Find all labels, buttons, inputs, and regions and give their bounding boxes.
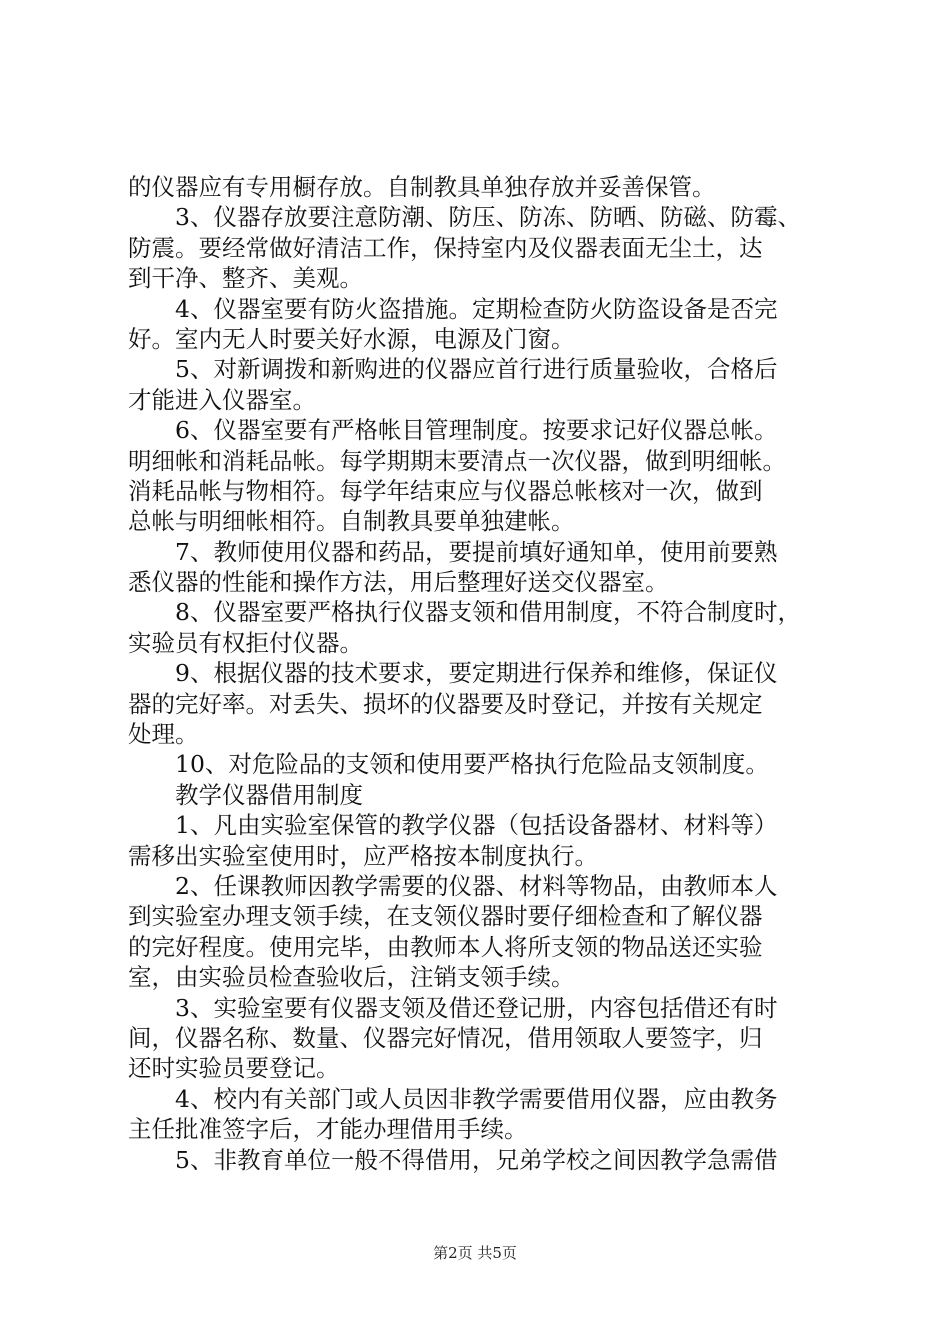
page-footer: 第2页 共5页 <box>433 1244 517 1262</box>
document-body <box>128 172 840 1175</box>
text-line: 好。室内无人时要关好水源，电源及门窗。 <box>128 324 575 353</box>
text-line: 5、非教育单位一般不得借用，兄弟学校之间因教学急需借 <box>175 1145 778 1174</box>
text-line: 总帐与明细帐相符。自制教具要单独建帐。 <box>128 507 575 536</box>
text-line: 防震。要经常做好清洁工作，保持室内及仪器表面无尘土，达 <box>128 233 763 262</box>
text-line: 才能进入仪器室。 <box>128 385 316 414</box>
text-line: 7、教师使用仪器和药品，要提前填好通知单，使用前要熟 <box>175 537 778 566</box>
text-line: 间，仪器名称、数量、仪器完好情况，借用领取人要签字，归 <box>128 1023 763 1052</box>
text-line: 教学仪器借用制度 <box>175 780 363 809</box>
text-line: 1、凡由实验室保管的教学仪器（包括设备器材、材料等） <box>175 811 778 840</box>
text-line: 的仪器应有专用橱存放。自制教具单独存放并妥善保管。 <box>128 173 716 201</box>
text-line: 2、任课教师因教学需要的仪器、材料等物品，由教师本人 <box>175 871 778 900</box>
text-line: 10、对危险品的支领和使用要严格执行危险品支领制度。 <box>175 750 769 779</box>
text-line: 3、实验室要有仪器支领及借还登记册，内容包括借还有时 <box>175 993 778 1022</box>
text-line: 4、校内有关部门或人员因非教学需要借用仪器，应由教务 <box>175 1084 778 1113</box>
text-line: 到实验室办理支领手续，在支领仪器时要仔细检查和了解仪器 <box>128 902 763 931</box>
text-line: 9、根据仪器的技术要求，要定期进行保养和维修，保证仪 <box>175 659 778 688</box>
text-line: 5、对新调拨和新购进的仪器应首行进行质量验收，合格后 <box>175 355 778 384</box>
text-line: 器的完好率。对丢失、损坏的仪器要及时登记，并按有关规定 <box>128 689 763 718</box>
text-line: 还时实验员要登记。 <box>128 1054 340 1083</box>
text-line: 明细帐和消耗品帐。每学期期末要清点一次仪器，做到明细帐。 <box>128 446 786 475</box>
text-line: 4、仪器室要有防火盗措施。定期检查防火防盗设备是否完 <box>175 294 778 323</box>
text-line: 的完好程度。使用完毕，由教师本人将所支领的物品送还实验 <box>128 932 763 961</box>
text-line: 悉仪器的性能和操作方法，用后整理好送交仪器室。 <box>128 568 669 597</box>
text-line: 实验员有权拒付仪器。 <box>128 628 363 657</box>
text-line: 消耗品帐与物相符。每学年结束应与仪器总帐核对一次，做到 <box>128 476 763 505</box>
text-line: 室，由实验员检查验收后，注销支领手续。 <box>128 963 575 992</box>
text-line: 3、仪器存放要注意防潮、防压、防冻、防晒、防磁、防霉、 <box>175 203 801 232</box>
text-line: 处理。 <box>128 720 199 749</box>
text-line: 6、仪器室要有严格帐目管理制度。按要求记好仪器总帐。 <box>175 416 778 445</box>
text-line: 到干净、整齐、美观。 <box>128 264 363 293</box>
text-line: 8、仪器室要严格执行仪器支领和借用制度，不符合制度时， <box>175 598 801 627</box>
text-line: 主任批准签字后，才能办理借用手续。 <box>128 1115 528 1144</box>
text-line: 需移出实验室使用时，应严格按本制度执行。 <box>128 841 598 870</box>
